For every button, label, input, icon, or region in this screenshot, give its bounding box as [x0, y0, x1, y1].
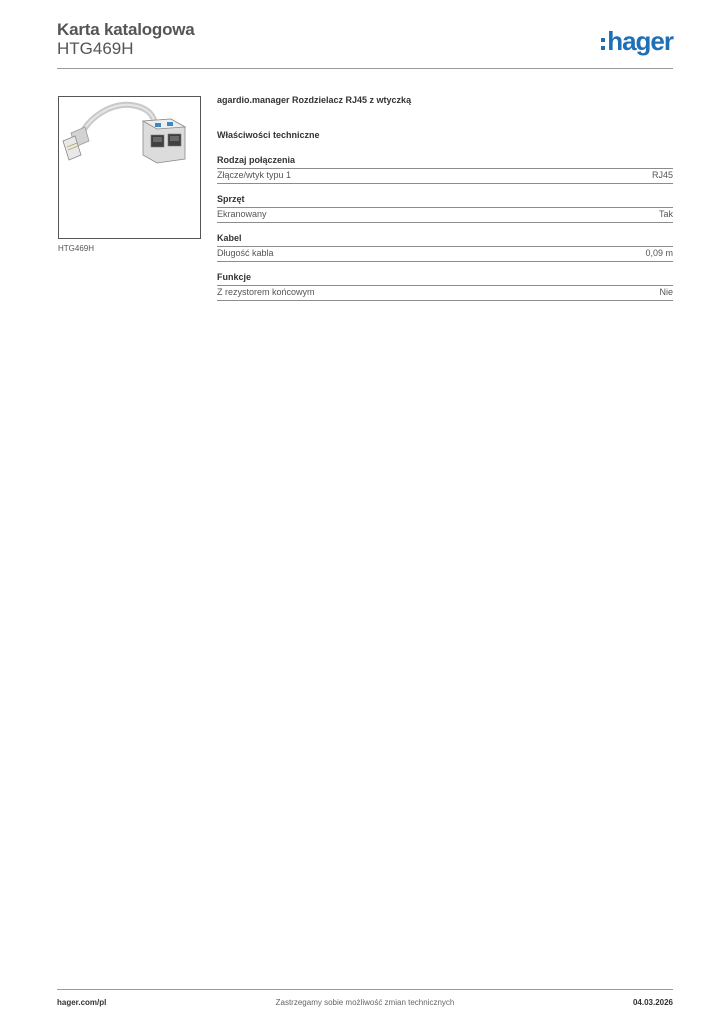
property-value: Tak	[658, 209, 673, 219]
section-title: Właściwości techniczne	[217, 130, 320, 140]
property-row	[217, 208, 673, 223]
product-image	[58, 96, 201, 239]
property-label: Ekranowany	[217, 209, 267, 219]
rj45-splitter-image-icon	[59, 97, 200, 238]
footer-disclaimer: Zastrzegamy sobie możliwość zmian technicznych	[275, 998, 455, 1007]
image-caption: HTG469H	[58, 244, 95, 253]
property-label: Z rezystorem końcowym	[217, 287, 315, 297]
group-title: Rodzaj połączenia	[217, 155, 673, 169]
product-code: HTG469H	[57, 39, 134, 58]
group-title: Kabel	[217, 233, 673, 247]
logo-dots-icon	[601, 38, 605, 50]
property-label: Złącze/wtyk typu 1	[217, 170, 292, 180]
property-group-cable	[217, 233, 673, 262]
property-value: 0,09 m	[645, 248, 673, 258]
property-row	[217, 169, 673, 184]
property-groups	[217, 155, 673, 301]
document-title: Karta katalogowa	[57, 20, 195, 39]
footer-divider	[57, 989, 673, 990]
header-divider	[57, 68, 673, 69]
property-row	[217, 247, 673, 262]
group-title: Sprzęt	[217, 194, 673, 208]
property-group-functions	[217, 272, 673, 301]
logo-text: hager	[607, 26, 673, 56]
page-footer	[57, 998, 673, 1010]
property-value: RJ45	[651, 170, 673, 180]
property-group-connection	[217, 155, 673, 184]
hager-logo	[601, 26, 673, 56]
group-title: Funkcje	[217, 272, 673, 286]
product-name: agardio.manager Rozdzielacz RJ45 z wtyczką	[217, 95, 412, 105]
product-details	[217, 94, 673, 301]
footer-date: 04.03.2026	[632, 998, 673, 1007]
footer-website-link[interactable]: hager.com/pl	[57, 998, 107, 1007]
page-header	[57, 20, 673, 70]
property-value: Nie	[659, 287, 673, 297]
property-label: Długość kabla	[217, 248, 274, 258]
property-group-hardware	[217, 194, 673, 223]
property-row	[217, 286, 673, 301]
